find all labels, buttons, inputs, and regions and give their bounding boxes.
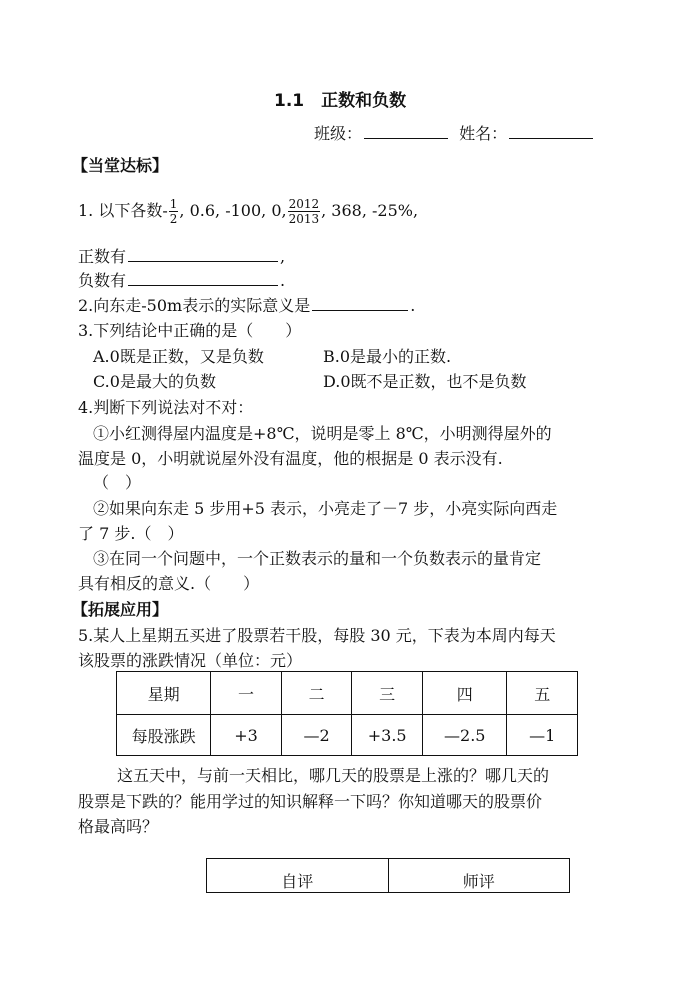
table-cell: —1 xyxy=(507,715,578,756)
evaluation-table xyxy=(206,858,570,893)
table-cell: 每股涨跌 xyxy=(117,715,211,756)
q2-text: 2.向东走-50m表示的实际意义是 xyxy=(78,296,311,315)
q3-option-c[interactable]: C.0是最大的负数 xyxy=(93,372,216,391)
fraction-half xyxy=(169,197,179,226)
positive-label: 正数有 xyxy=(78,247,127,266)
q4-item1-line3[interactable]: （ ） xyxy=(93,473,142,492)
q3-option-a[interactable]: A.0既是正数，又是负数 xyxy=(93,347,264,366)
q2-end: . xyxy=(410,296,416,315)
question-3: 3.下列结论中正确的是（ ） xyxy=(78,321,302,340)
class-label: 班级： xyxy=(314,124,363,143)
q1-mid: , 0.6, -100, 0, xyxy=(179,201,287,220)
negative-label: 负数有 xyxy=(78,271,127,290)
q2-blank[interactable] xyxy=(312,309,408,311)
q1-suffix: , 368, -25%, xyxy=(321,201,419,220)
q5-line1: 5.某人上星期五买进了股票若干股，每股 30 元，下表为本周内每天 xyxy=(78,626,556,645)
section-heading-extension: 【拓展应用】 xyxy=(72,600,169,619)
teacher-evaluation-cell[interactable]: 师评 xyxy=(388,859,570,893)
name-blank[interactable] xyxy=(509,137,593,139)
q4-item1-line1: ①小红测得屋内温度是+8℃，说明是零上 8℃，小明测得屋外的 xyxy=(93,424,552,443)
negative-end: . xyxy=(280,271,286,290)
negative-answer-line xyxy=(78,268,285,291)
table-cell: +3.5 xyxy=(352,715,423,756)
q4-item1-line2: 温度是 0，小明就说屋外没有温度，他的根据是 0 表示没有. xyxy=(78,449,503,468)
fraction-2012-2013 xyxy=(288,197,321,226)
table-cell: —2.5 xyxy=(423,715,507,756)
q4-item3-line1: ③在同一个问题中，一个正数表示的量和一个负数表示的量肯定 xyxy=(93,549,542,568)
fraction-denominator: 2 xyxy=(169,212,178,226)
page-title: 1.1 正数和负数 xyxy=(274,91,407,111)
table-cell: 星期 xyxy=(117,672,211,715)
fraction-numerator: 1 xyxy=(169,197,178,211)
table-cell: +3 xyxy=(211,715,282,756)
q4-item2-line1: ②如果向东走 5 步用+5 表示，小亮走了－7 步，小亮实际向西走 xyxy=(93,499,558,518)
evaluation-row xyxy=(207,859,570,893)
student-info xyxy=(314,121,595,144)
q5-para3: 格最高吗？ xyxy=(78,817,159,836)
table-cell: 一 xyxy=(211,672,282,715)
q5-para1: 这五天中，与前一天相比，哪几天的股票是上涨的？哪几天的 xyxy=(117,766,550,785)
question-2 xyxy=(78,293,415,316)
table-cell: 五 xyxy=(507,672,578,715)
negative-blank[interactable] xyxy=(128,284,278,286)
positive-blank[interactable] xyxy=(128,260,278,262)
class-blank[interactable] xyxy=(364,137,448,139)
question-1 xyxy=(78,197,418,226)
section-heading-practice: 【当堂达标】 xyxy=(72,156,169,175)
positive-answer-line xyxy=(78,244,285,267)
q1-prefix: 1. 以下各数- xyxy=(78,201,168,220)
stock-change-table xyxy=(116,671,578,756)
fraction-denominator: 2013 xyxy=(288,212,320,226)
q5-line2: 该股票的涨跌情况（单位：元） xyxy=(78,651,303,670)
fraction-numerator: 2012 xyxy=(288,197,320,211)
table-cell: 三 xyxy=(352,672,423,715)
q4-item2-line2: 了 7 步.（ ） xyxy=(78,524,184,543)
table-cell: 二 xyxy=(281,672,351,715)
table-cell: 四 xyxy=(423,672,507,715)
q3-option-b[interactable]: B.0是最小的正数. xyxy=(323,347,452,366)
positive-end: , xyxy=(280,247,286,266)
self-evaluation-cell[interactable]: 自评 xyxy=(207,859,389,893)
q4-item3-line2: 具有相反的意义.（ ） xyxy=(78,574,260,593)
question-4: 4.判断下列说法对不对： xyxy=(78,398,254,417)
q3-option-d[interactable]: D.0既不是正数，也不是负数 xyxy=(323,372,527,391)
name-label: 姓名： xyxy=(459,124,508,143)
q5-para2: 股票是下跌的？能用学过的知识解释一下吗？你知道哪天的股票价 xyxy=(78,792,543,811)
table-row xyxy=(117,715,578,756)
table-header-row xyxy=(117,672,578,715)
table-cell: —2 xyxy=(281,715,351,756)
